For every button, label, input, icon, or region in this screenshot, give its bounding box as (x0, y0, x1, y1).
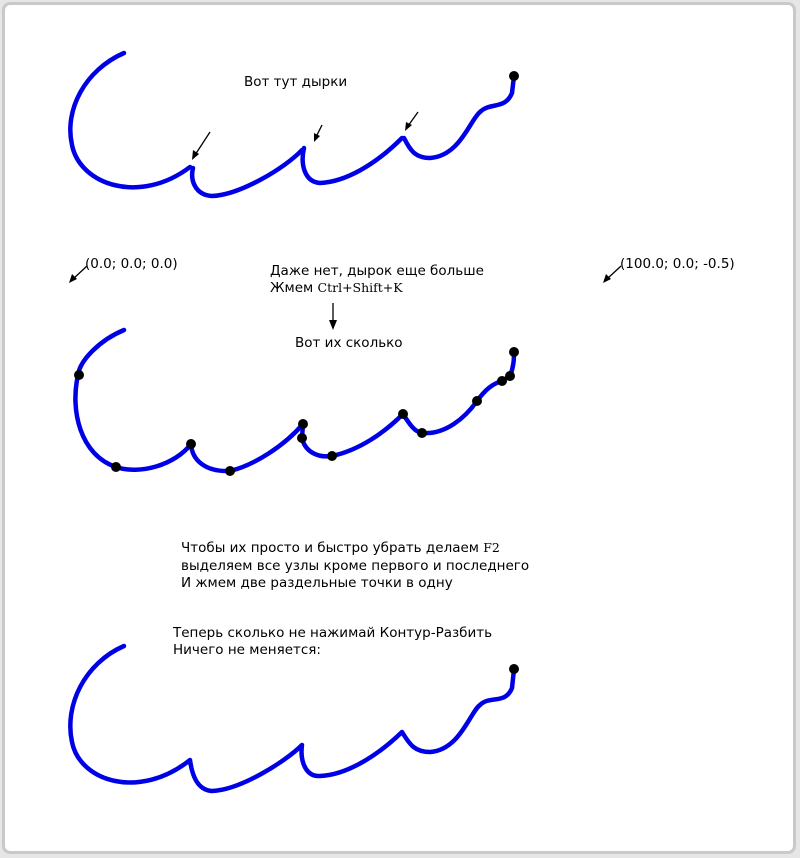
curve-with-nodes[interactable] (75, 330, 514, 471)
press-prefix: Жмем (270, 280, 318, 296)
instruction-line-1: Чтобы их просто и быстро убрать делаем F2 (181, 540, 500, 556)
final-line-2: Ничего не меняется: (173, 642, 321, 658)
end-node[interactable] (509, 664, 519, 674)
node[interactable] (472, 396, 482, 406)
coord-left-label: (0.0; 0.0; 0.0) (85, 256, 178, 272)
press-text (270, 280, 403, 296)
down-arrow (329, 303, 337, 330)
node[interactable] (398, 409, 408, 419)
node[interactable] (186, 439, 196, 449)
node[interactable] (297, 433, 307, 443)
hole-arrow-1 (192, 132, 210, 160)
how-many-text: Вот их сколько (295, 335, 403, 351)
key-label: F2 (483, 540, 500, 555)
hole-arrow-2 (314, 125, 322, 142)
node[interactable] (509, 347, 519, 357)
node[interactable] (74, 370, 84, 380)
node[interactable] (225, 466, 235, 476)
node[interactable] (505, 371, 515, 381)
path-nodes[interactable] (74, 347, 519, 476)
node[interactable] (298, 419, 308, 429)
even-no-text: Даже нет, дырок еще больше (270, 263, 484, 279)
node[interactable] (327, 451, 337, 461)
coord-right-label: (100.0; 0.0; -0.5) (620, 256, 735, 272)
node[interactable] (417, 428, 427, 438)
instruction-line-3: И жмем две раздельные точки в одну (181, 575, 453, 591)
holes-label: Вот тут дырки (244, 74, 348, 90)
curve-fixed[interactable] (70, 646, 514, 791)
final-line-1: Теперь сколько не нажимай Контур-Разбить (173, 625, 493, 641)
end-node[interactable] (509, 71, 519, 81)
coord-arrow-right (603, 266, 621, 283)
shortcut-label: Ctrl+Shift+K (317, 280, 403, 295)
node[interactable] (111, 462, 121, 472)
hole-arrow-3 (405, 112, 418, 131)
instruction-line-2: выделяем все узлы кроме первого и последнего (181, 558, 530, 574)
